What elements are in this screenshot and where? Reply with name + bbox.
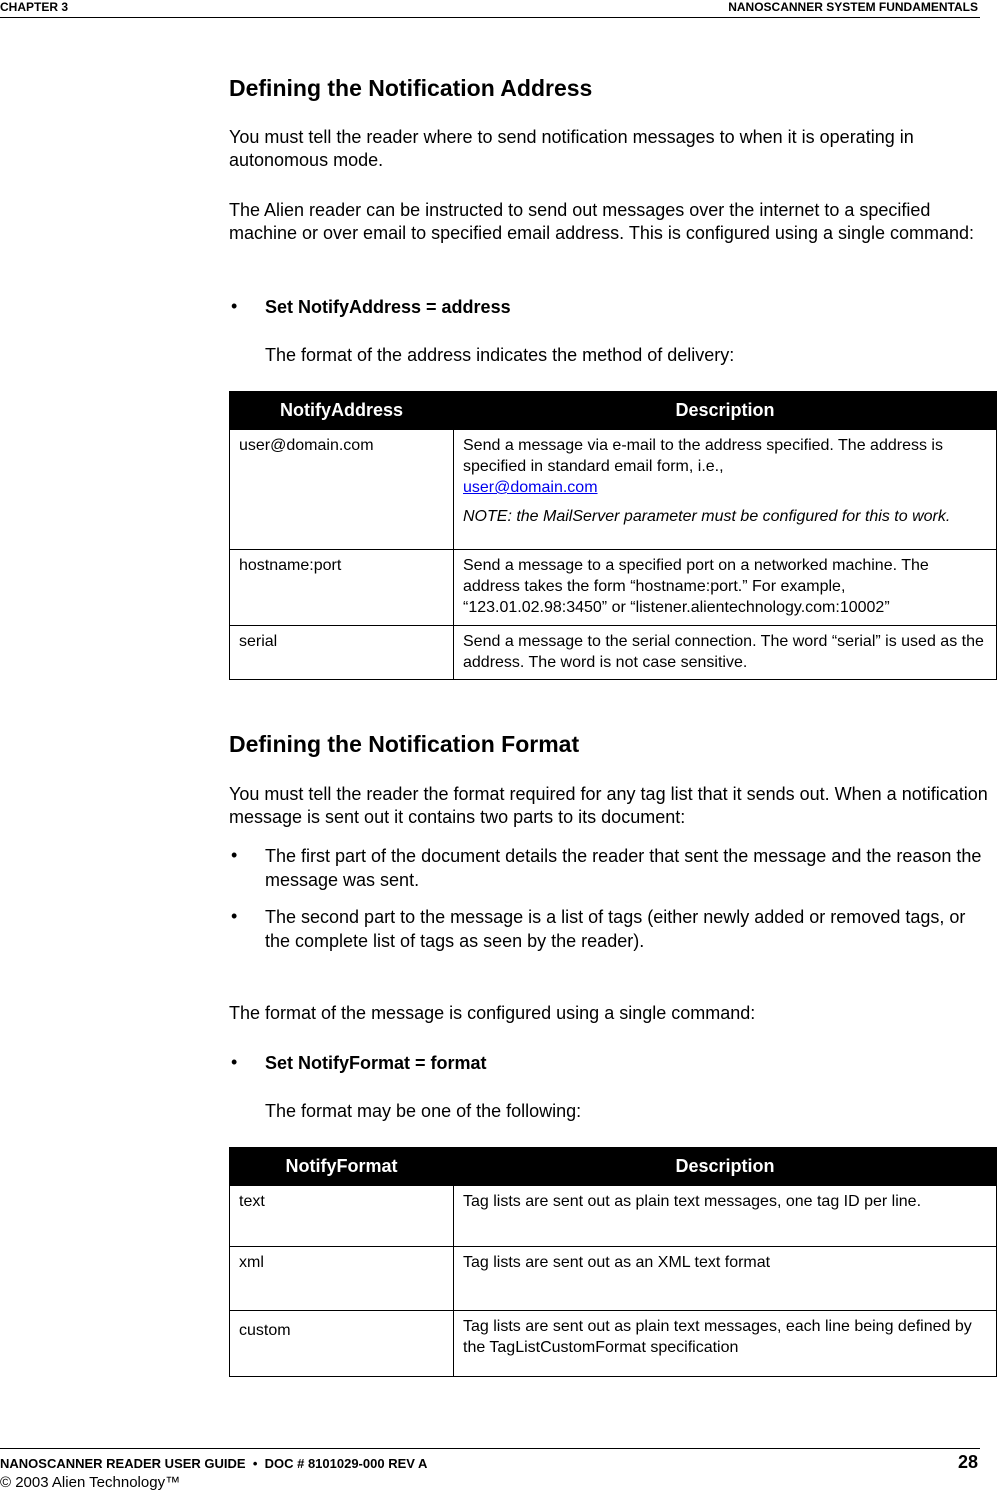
- notify-format-table: [229, 1147, 997, 1377]
- copyright: © 2003 Alien Technology™: [0, 1474, 181, 1491]
- mailserver-note: NOTE: the MailServer parameter must be configured for this to work.: [463, 508, 951, 525]
- notify-address-command: Set NotifyAddress = address: [265, 297, 511, 317]
- chapter-label: CHAPTER 3: [0, 0, 69, 14]
- table-header-row: [230, 392, 997, 430]
- footer-separator: •: [252, 1456, 258, 1471]
- col-description-header: Description: [454, 1148, 997, 1186]
- header-rule: [0, 17, 980, 18]
- table-row: [230, 1311, 997, 1377]
- bullet-icon: •: [231, 845, 238, 865]
- row-key: user@domain.com: [230, 430, 454, 550]
- address-para-2: The Alien reader can be instructed to send out messages over the internet to a specified machine or over email to specified email address. This is configured using a single command:: [229, 200, 975, 243]
- table-header-row: [230, 1148, 997, 1186]
- address-heading: Defining the Notification Address: [229, 75, 593, 101]
- notify-address-table: [229, 391, 997, 680]
- notify-address-note: The format of the address indicates the method of delivery:: [265, 345, 735, 365]
- bullet-icon: •: [231, 296, 238, 316]
- footer-rule: [0, 1448, 980, 1449]
- col-description-header: Description: [454, 392, 997, 430]
- format-heading: Defining the Notification Format: [229, 731, 580, 757]
- email-link[interactable]: user@domain.com: [463, 479, 598, 496]
- notify-format-note: The format may be one of the following:: [265, 1101, 582, 1121]
- row-key: xml: [230, 1247, 454, 1311]
- footer-doc-line: [0, 1456, 427, 1471]
- col-notifyaddress-header: NotifyAddress: [230, 392, 454, 430]
- row-desc: Send a message to a specified port on a networked machine. The address takes the form “hostname:port.” For example, “123.01.02.98:3450” or “listener.alientechnology.com:10002”: [454, 550, 997, 626]
- row-desc: [454, 430, 997, 550]
- row-key: custom: [230, 1311, 454, 1377]
- format-bullet-2: The second part to the message is a list of tags (either newly added or removed tags, or the complete list of tags as seen by the reader).: [265, 907, 966, 951]
- row-key: serial: [230, 626, 454, 680]
- row-key: hostname:port: [230, 550, 454, 626]
- format-para-2: The format of the message is configured using a single command:: [229, 1003, 756, 1023]
- row-desc: Tag lists are sent out as plain text messages, one tag ID per line.: [454, 1186, 997, 1247]
- page-number: 28: [957, 1452, 978, 1472]
- footer-guide: NANOSCANNER READER USER GUIDE: [0, 1456, 246, 1471]
- col-notifyformat-header: NotifyFormat: [230, 1148, 454, 1186]
- table-row: [230, 430, 997, 550]
- table-row: [230, 1186, 997, 1247]
- section-label-text: NANOSCANNER SYSTEM FUNDAMENTALS: [728, 0, 978, 14]
- table-row: [230, 626, 997, 680]
- notify-format-command: Set NotifyFormat = format: [265, 1053, 487, 1073]
- row-desc: Send a message to the serial connection. The word “serial” is used as the address. The word is not case sensitive.: [454, 626, 997, 680]
- format-bullet-1: The first part of the document details the reader that sent the message and the reason the message was sent.: [265, 846, 982, 890]
- bullet-icon: •: [231, 906, 238, 926]
- section-label: [728, 0, 978, 14]
- row-desc-text: Send a message via e-mail to the address specified. The address is specified in standard email form, i.e.,: [463, 437, 943, 475]
- footer-doc-number: DOC # 8101029-000 REV A: [264, 1456, 428, 1471]
- row-desc: Tag lists are sent out as an XML text format: [454, 1247, 997, 1311]
- format-para-1: You must tell the reader the format required for any tag list that it sends out. When a notification message is sent out it contains two parts to its document:: [229, 784, 988, 827]
- bullet-icon: •: [231, 1052, 238, 1072]
- row-desc: Tag lists are sent out as plain text messages, each line being defined by the TagListCustomFormat specification: [454, 1311, 997, 1377]
- table-row: [230, 550, 997, 626]
- table-row: [230, 1247, 997, 1311]
- row-key: text: [230, 1186, 454, 1247]
- address-para-1: You must tell the reader where to send notification messages to when it is operating in autonomous mode.: [229, 127, 914, 170]
